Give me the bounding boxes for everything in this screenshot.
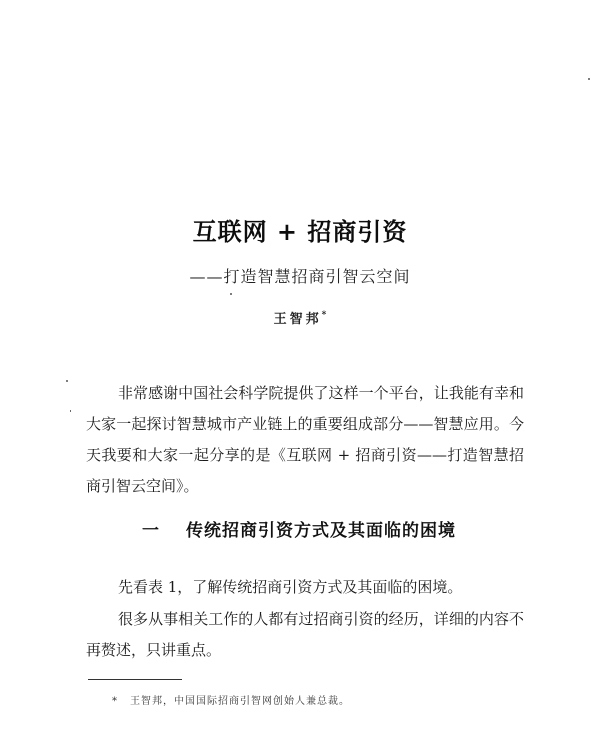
footnote-divider [88, 679, 182, 680]
footnote [112, 692, 350, 707]
scan-speck [66, 380, 68, 382]
author-line [0, 308, 600, 327]
article-subtitle: ——打造智慧招商引智云空间 [189, 267, 411, 286]
scan-speck [230, 293, 232, 295]
body-paragraph: 先看表 1，了解传统招商引资方式及其面临的困境。 [118, 578, 463, 596]
footnote-mark: * [112, 696, 118, 707]
article-title: 互联网 + 招商引资 [192, 217, 408, 246]
intro-paragraph: 非常感谢中国社会科学院提供了这样一个平台，让我能有幸和大家一起探讨智慧城市产业链上的重要组成部分——智慧应用。今天我要和大家一起分享的是《互联网 + 招商引资——打造智慧招商引智云空间》。 [86, 384, 524, 495]
section-title: 传统招商引资方式及其面临的困境 [186, 521, 456, 541]
scan-speck [70, 410, 71, 412]
author-name: 王智邦 [273, 312, 322, 327]
footnote-text: 王智邦，中国国际招商引智网创始人兼总裁。 [130, 696, 350, 707]
section-heading [142, 516, 456, 541]
section-number: 一 [142, 521, 160, 541]
body-paragraph: 很多从事相关工作的人都有过招商引资的经历，详细的内容不再赘述，只讲重点。 [86, 610, 524, 659]
scan-speck [588, 78, 590, 80]
author-footnote-mark: * [321, 310, 327, 321]
